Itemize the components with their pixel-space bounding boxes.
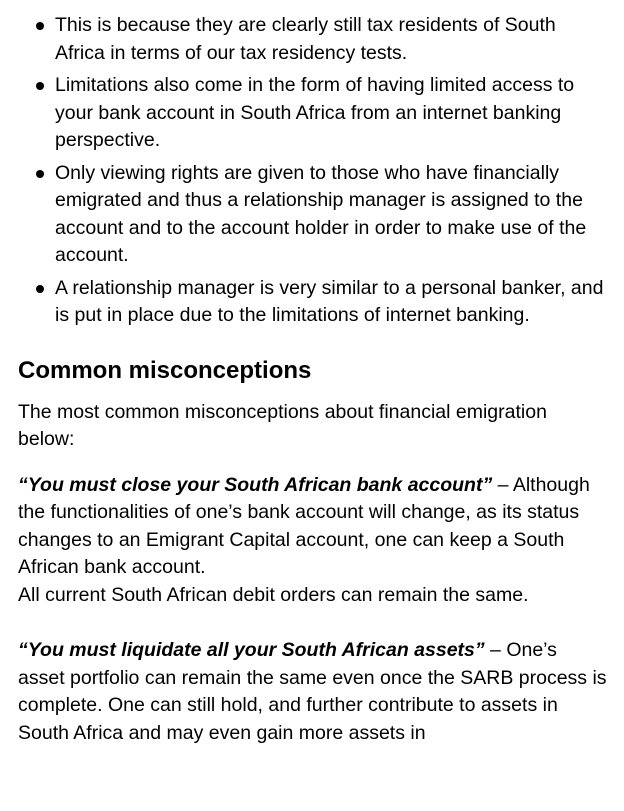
misconception-extra: All current South African debit orders can remain the same.: [18, 583, 529, 606]
bullet-text: A relationship manager is very similar to a personal banker, and is put in place due to the limitations of internet banking.: [55, 276, 604, 326]
misconception-paragraph: [18, 637, 608, 747]
bullet-item: [18, 72, 608, 155]
misconception-text: – One’s asset portfolio can remain the same even once the SARB process is complete. One can still hold, and further contribute to assets in South Africa and may even gain more assets in: [18, 639, 607, 744]
bullet-text: This is because they are clearly still tax residents of South Africa in terms of our tax residency tests.: [55, 14, 556, 64]
bullet-item: [18, 275, 608, 330]
bullet-icon: [36, 22, 44, 30]
bullet-item: [18, 12, 608, 67]
misconception-text: – Although the functionalities of one’s bank account will change, as its status changes to an Emigrant Capital account, one can keep a South African bank account.: [18, 473, 590, 578]
bullet-icon: [36, 82, 44, 90]
misconception-quote: “You must liquidate all your South African assets”: [18, 639, 485, 661]
bullet-text: Limitations also come in the form of having limited access to your bank account in South Africa from an internet banking perspective.: [55, 74, 575, 151]
section-heading: Common misconceptions: [18, 356, 312, 384]
bullet-icon: [36, 285, 44, 293]
bullet-list: [18, 12, 608, 330]
document-page: [18, 12, 608, 747]
bullet-icon: [36, 170, 44, 178]
misconception-quote: “You must close your South African bank account”: [18, 473, 493, 496]
intro-paragraph: The most common misconceptions about financial emigration below:: [18, 400, 547, 450]
misconception-paragraph: [18, 472, 608, 582]
bullet-item: [18, 160, 608, 270]
bullet-text: Only viewing rights are given to those who have financially emigrated and thus a relationship manager is assigned to the account and to the account holder in order to make use of the account.: [55, 161, 587, 266]
